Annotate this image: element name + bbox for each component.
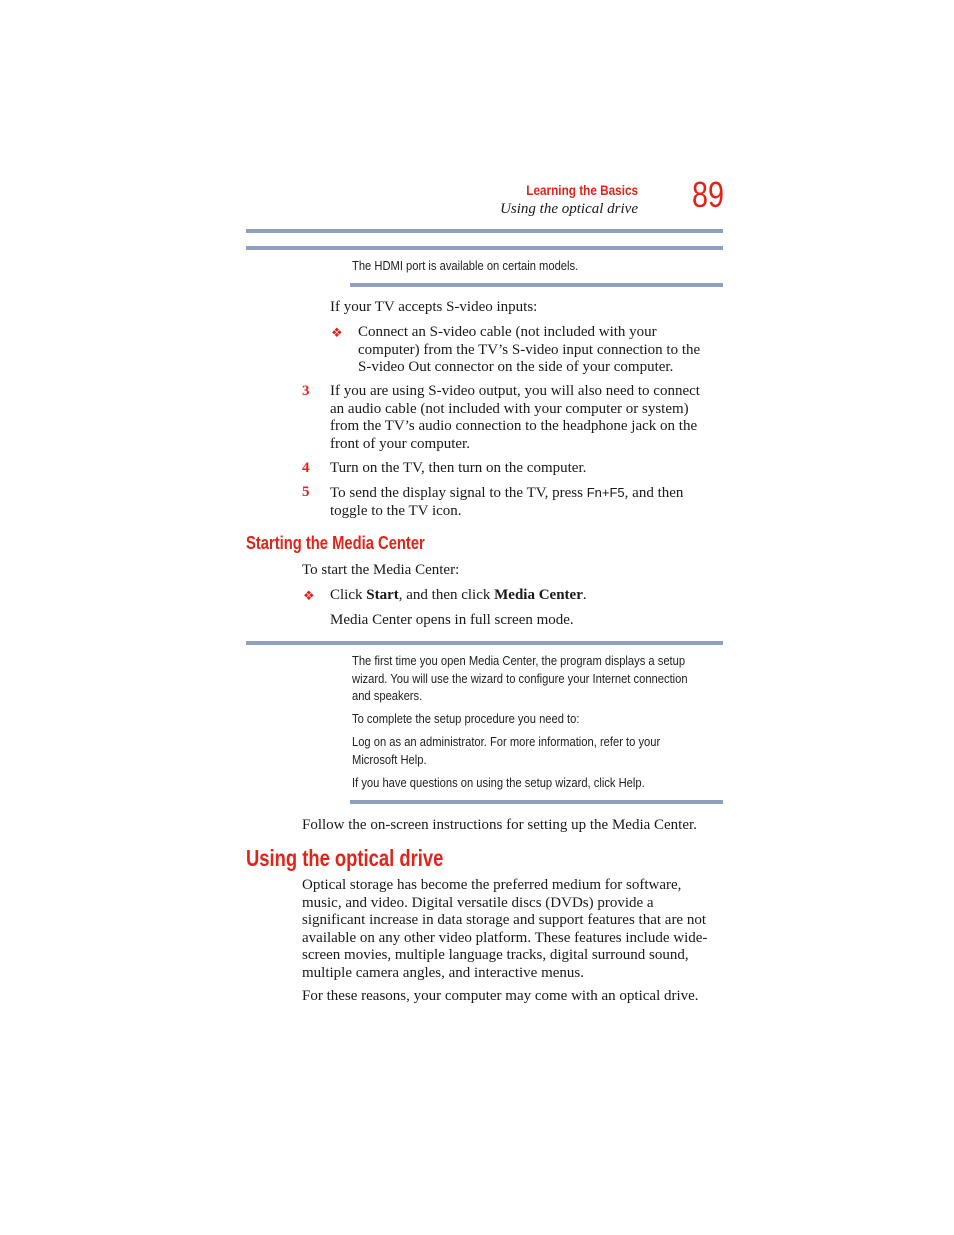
optical-paragraph-2: For these reasons, your computer may come with an optical drive.	[302, 988, 699, 1004]
note-hdmi: The HDMI port is available on certain models.	[352, 258, 579, 273]
note-questions: If you have questions on using the setup wizard, click Help.	[352, 775, 645, 790]
note-rule-top	[246, 246, 723, 250]
note-rule-top	[246, 641, 723, 645]
header-rule	[246, 229, 723, 233]
media-center-bullet: Click Start, and then click Media Center.	[330, 587, 587, 603]
svideo-intro: If your TV accepts S-video inputs:	[330, 299, 538, 315]
note-logon: Log on as an administrator. For more information, refer to your Microsoft Help.	[352, 734, 661, 767]
note-rule-bottom	[350, 283, 723, 287]
page-number: 89	[692, 174, 725, 215]
step-number: 5	[302, 484, 310, 500]
key-combo: Fn+F5	[586, 485, 625, 500]
diamond-bullet-icon: ❖	[331, 325, 343, 340]
diamond-bullet-icon: ❖	[303, 588, 315, 603]
step-number: 4	[302, 460, 310, 476]
step-5-text: To send the display signal to the TV, press Fn+F5, and then toggle to the TV icon.	[330, 485, 684, 519]
step-3-text: If you are using S-video output, you will also need to connect an audio cable (not included with your computer or system) from the TV’s audio connection to the headphone jack on the front of your computer.	[330, 383, 700, 452]
svideo-bullet-text: Connect an S-video cable (not included with your computer) from the TV’s S-video input connection to the S-video Out connector on the side of your computer.	[358, 324, 701, 375]
running-header-topic: Using the optical drive	[500, 201, 638, 217]
optical-paragraph-1: Optical storage has become the preferred medium for software, music, and video. Digital versatile discs (DVDs) provide a significant increase in data storage and support features that are not available on any other video platform. These features include wide- screen movies, multiple language tracks, digital surround sound, multiple camera angles, and interactive menus.	[302, 877, 708, 981]
heading-starting-media-center: Starting the Media Center	[246, 533, 425, 553]
step-number: 3	[302, 383, 310, 399]
note-setup-wizard: The first time you open Media Center, the program displays a setup wizard. You will use the wizard to configure your Internet connection and speakers.	[352, 653, 688, 703]
media-center-result: Media Center opens in full screen mode.	[330, 612, 574, 628]
running-header-section: Learning the Basics	[526, 182, 638, 198]
note-setup-procedure: To complete the setup procedure you need to:	[352, 711, 580, 726]
note-rule-bottom	[350, 800, 723, 804]
heading-using-optical-drive: Using the optical drive	[246, 845, 444, 871]
step-4-text: Turn on the TV, then turn on the computer.	[330, 460, 587, 476]
follow-instructions: Follow the on-screen instructions for setting up the Media Center.	[302, 817, 697, 833]
media-center-intro: To start the Media Center:	[302, 562, 460, 578]
